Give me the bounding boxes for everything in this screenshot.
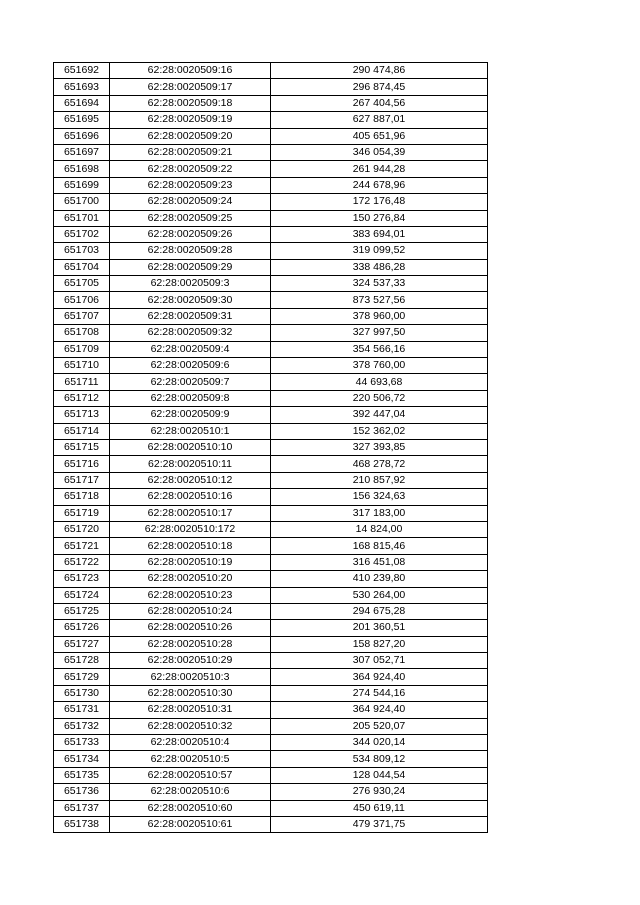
cadastral-number-cell: 62:28:0020509:17: [110, 79, 271, 95]
table-row: [54, 407, 488, 423]
table-row: [54, 571, 488, 587]
row-number-cell: 651721: [54, 538, 110, 554]
table-row: [54, 390, 488, 406]
value-cell: 344 020,14: [271, 735, 488, 751]
value-cell: 383 694,01: [271, 226, 488, 242]
cadastral-number-cell: 62:28:0020509:22: [110, 161, 271, 177]
value-cell: 267 404,56: [271, 95, 488, 111]
table-row: [54, 177, 488, 193]
value-cell: 261 944,28: [271, 161, 488, 177]
value-cell: 450 619,11: [271, 800, 488, 816]
value-cell: 152 362,02: [271, 423, 488, 439]
table-row: [54, 554, 488, 570]
value-cell: 220 506,72: [271, 390, 488, 406]
cadastral-number-cell: 62:28:0020510:19: [110, 554, 271, 570]
value-cell: 410 239,80: [271, 571, 488, 587]
value-cell: 378 760,00: [271, 358, 488, 374]
cadastral-value-table: [53, 62, 488, 833]
table-row: [54, 128, 488, 144]
row-number-cell: 651737: [54, 800, 110, 816]
cadastral-number-cell: 62:28:0020509:26: [110, 226, 271, 242]
value-cell: 364 924,40: [271, 669, 488, 685]
row-number-cell: 651722: [54, 554, 110, 570]
row-number-cell: 651703: [54, 243, 110, 259]
table-row: [54, 653, 488, 669]
table-row: [54, 308, 488, 324]
cadastral-number-cell: 62:28:0020509:20: [110, 128, 271, 144]
cadastral-number-cell: 62:28:0020509:7: [110, 374, 271, 390]
value-cell: 405 651,96: [271, 128, 488, 144]
cadastral-number-cell: 62:28:0020510:31: [110, 702, 271, 718]
cadastral-number-cell: 62:28:0020510:17: [110, 505, 271, 521]
cadastral-number-cell: 62:28:0020510:20: [110, 571, 271, 587]
cadastral-number-cell: 62:28:0020510:26: [110, 620, 271, 636]
cadastral-number-cell: 62:28:0020510:4: [110, 735, 271, 751]
table-row: [54, 472, 488, 488]
value-cell: 354 566,16: [271, 341, 488, 357]
row-number-cell: 651728: [54, 653, 110, 669]
value-cell: 378 960,00: [271, 308, 488, 324]
value-cell: 244 678,96: [271, 177, 488, 193]
cadastral-number-cell: 62:28:0020509:24: [110, 194, 271, 210]
row-number-cell: 651701: [54, 210, 110, 226]
row-number-cell: 651719: [54, 505, 110, 521]
cadastral-number-cell: 62:28:0020510:30: [110, 685, 271, 701]
table-row: [54, 259, 488, 275]
table-row: [54, 587, 488, 603]
row-number-cell: 651712: [54, 390, 110, 406]
cadastral-number-cell: 62:28:0020509:18: [110, 95, 271, 111]
cadastral-number-cell: 62:28:0020510:1: [110, 423, 271, 439]
table-row: [54, 276, 488, 292]
cadastral-number-cell: 62:28:0020509:8: [110, 390, 271, 406]
row-number-cell: 651715: [54, 439, 110, 455]
value-cell: 296 874,45: [271, 79, 488, 95]
table-row: [54, 784, 488, 800]
row-number-cell: 651708: [54, 325, 110, 341]
table-row: [54, 341, 488, 357]
table-row: [54, 669, 488, 685]
value-cell: 338 486,28: [271, 259, 488, 275]
table-row: [54, 521, 488, 537]
value-cell: 168 815,46: [271, 538, 488, 554]
table-row: [54, 456, 488, 472]
cadastral-number-cell: 62:28:0020510:10: [110, 439, 271, 455]
cadastral-number-cell: 62:28:0020510:11: [110, 456, 271, 472]
cadastral-number-cell: 62:28:0020510:12: [110, 472, 271, 488]
value-cell: 150 276,84: [271, 210, 488, 226]
row-number-cell: 651717: [54, 472, 110, 488]
table-row: [54, 620, 488, 636]
table-row: [54, 210, 488, 226]
cadastral-number-cell: 62:28:0020510:57: [110, 767, 271, 783]
table-row: [54, 489, 488, 505]
table-row: [54, 505, 488, 521]
value-cell: 156 324,63: [271, 489, 488, 505]
cadastral-number-cell: 62:28:0020509:30: [110, 292, 271, 308]
table-row: [54, 685, 488, 701]
row-number-cell: 651720: [54, 521, 110, 537]
value-cell: 276 930,24: [271, 784, 488, 800]
value-cell: 468 278,72: [271, 456, 488, 472]
value-cell: 319 099,52: [271, 243, 488, 259]
row-number-cell: 651727: [54, 636, 110, 652]
value-cell: 158 827,20: [271, 636, 488, 652]
cadastral-number-cell: 62:28:0020509:4: [110, 341, 271, 357]
cadastral-number-cell: 62:28:0020510:28: [110, 636, 271, 652]
cadastral-number-cell: 62:28:0020510:60: [110, 800, 271, 816]
cadastral-number-cell: 62:28:0020509:21: [110, 144, 271, 160]
table-row: [54, 292, 488, 308]
value-cell: 364 924,40: [271, 702, 488, 718]
table-row: [54, 161, 488, 177]
table-row: [54, 439, 488, 455]
cadastral-number-cell: 62:28:0020509:31: [110, 308, 271, 324]
row-number-cell: 651713: [54, 407, 110, 423]
value-cell: 205 520,07: [271, 718, 488, 734]
row-number-cell: 651732: [54, 718, 110, 734]
row-number-cell: 651699: [54, 177, 110, 193]
row-number-cell: 651704: [54, 259, 110, 275]
table-row: [54, 735, 488, 751]
row-number-cell: 651734: [54, 751, 110, 767]
cadastral-number-cell: 62:28:0020509:29: [110, 259, 271, 275]
cadastral-number-cell: 62:28:0020509:6: [110, 358, 271, 374]
cadastral-number-cell: 62:28:0020509:16: [110, 63, 271, 79]
table-row: [54, 194, 488, 210]
value-cell: 530 264,00: [271, 587, 488, 603]
cadastral-number-cell: 62:28:0020509:23: [110, 177, 271, 193]
value-cell: 294 675,28: [271, 603, 488, 619]
value-cell: 210 857,92: [271, 472, 488, 488]
table-row: [54, 767, 488, 783]
cadastral-number-cell: 62:28:0020510:16: [110, 489, 271, 505]
row-number-cell: 651696: [54, 128, 110, 144]
row-number-cell: 651716: [54, 456, 110, 472]
row-number-cell: 651733: [54, 735, 110, 751]
row-number-cell: 651731: [54, 702, 110, 718]
row-number-cell: 651711: [54, 374, 110, 390]
table-row: [54, 63, 488, 79]
value-cell: 274 544,16: [271, 685, 488, 701]
row-number-cell: 651735: [54, 767, 110, 783]
table-row: [54, 751, 488, 767]
table-row: [54, 79, 488, 95]
value-cell: 201 360,51: [271, 620, 488, 636]
table-row: [54, 95, 488, 111]
value-cell: 317 183,00: [271, 505, 488, 521]
table-body: [54, 63, 488, 833]
value-cell: 290 474,86: [271, 63, 488, 79]
row-number-cell: 651736: [54, 784, 110, 800]
row-number-cell: 651693: [54, 79, 110, 95]
row-number-cell: 651705: [54, 276, 110, 292]
row-number-cell: 651710: [54, 358, 110, 374]
value-cell: 324 537,33: [271, 276, 488, 292]
table-row: [54, 112, 488, 128]
cadastral-number-cell: 62:28:0020510:32: [110, 718, 271, 734]
table-row: [54, 800, 488, 816]
row-number-cell: 651702: [54, 226, 110, 242]
table-row: [54, 603, 488, 619]
row-number-cell: 651714: [54, 423, 110, 439]
row-number-cell: 651692: [54, 63, 110, 79]
value-cell: 14 824,00: [271, 521, 488, 537]
cadastral-number-cell: 62:28:0020510:29: [110, 653, 271, 669]
table-row: [54, 243, 488, 259]
table-row: [54, 325, 488, 341]
cadastral-number-cell: 62:28:0020509:3: [110, 276, 271, 292]
cadastral-number-cell: 62:28:0020510:3: [110, 669, 271, 685]
value-cell: 172 176,48: [271, 194, 488, 210]
row-number-cell: 651729: [54, 669, 110, 685]
cadastral-number-cell: 62:28:0020510:23: [110, 587, 271, 603]
value-cell: 346 054,39: [271, 144, 488, 160]
value-cell: 128 044,54: [271, 767, 488, 783]
row-number-cell: 651709: [54, 341, 110, 357]
row-number-cell: 651725: [54, 603, 110, 619]
value-cell: 327 393,85: [271, 439, 488, 455]
value-cell: 479 371,75: [271, 816, 488, 832]
row-number-cell: 651698: [54, 161, 110, 177]
value-cell: 392 447,04: [271, 407, 488, 423]
row-number-cell: 651700: [54, 194, 110, 210]
value-cell: 316 451,08: [271, 554, 488, 570]
table-row: [54, 144, 488, 160]
table-row: [54, 702, 488, 718]
value-cell: 307 052,71: [271, 653, 488, 669]
row-number-cell: 651726: [54, 620, 110, 636]
row-number-cell: 651694: [54, 95, 110, 111]
value-cell: 534 809,12: [271, 751, 488, 767]
row-number-cell: 651697: [54, 144, 110, 160]
table-row: [54, 358, 488, 374]
value-cell: 873 527,56: [271, 292, 488, 308]
cadastral-number-cell: 62:28:0020510:6: [110, 784, 271, 800]
row-number-cell: 651724: [54, 587, 110, 603]
table-row: [54, 374, 488, 390]
row-number-cell: 651695: [54, 112, 110, 128]
cadastral-number-cell: 62:28:0020510:18: [110, 538, 271, 554]
row-number-cell: 651706: [54, 292, 110, 308]
table-row: [54, 718, 488, 734]
row-number-cell: 651718: [54, 489, 110, 505]
row-number-cell: 651738: [54, 816, 110, 832]
cadastral-number-cell: 62:28:0020509:9: [110, 407, 271, 423]
cadastral-number-cell: 62:28:0020509:32: [110, 325, 271, 341]
table-row: [54, 226, 488, 242]
table-row: [54, 538, 488, 554]
row-number-cell: 651707: [54, 308, 110, 324]
cadastral-number-cell: 62:28:0020510:5: [110, 751, 271, 767]
value-cell: 627 887,01: [271, 112, 488, 128]
cadastral-number-cell: 62:28:0020509:28: [110, 243, 271, 259]
value-cell: 44 693,68: [271, 374, 488, 390]
table-row: [54, 636, 488, 652]
cadastral-number-cell: 62:28:0020509:19: [110, 112, 271, 128]
cadastral-number-cell: 62:28:0020510:172: [110, 521, 271, 537]
row-number-cell: 651730: [54, 685, 110, 701]
row-number-cell: 651723: [54, 571, 110, 587]
table-row: [54, 423, 488, 439]
value-cell: 327 997,50: [271, 325, 488, 341]
cadastral-number-cell: 62:28:0020510:24: [110, 603, 271, 619]
cadastral-number-cell: 62:28:0020509:25: [110, 210, 271, 226]
table-row: [54, 816, 488, 832]
cadastral-number-cell: 62:28:0020510:61: [110, 816, 271, 832]
